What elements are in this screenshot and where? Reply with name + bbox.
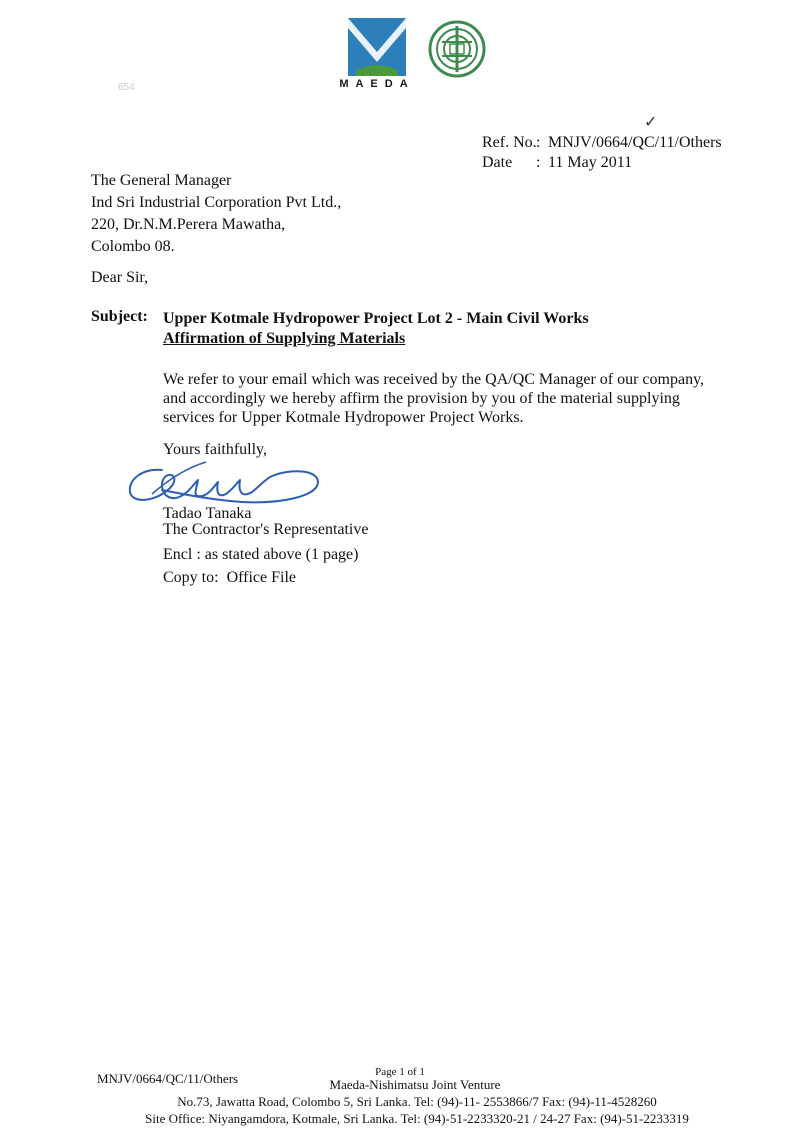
subject-label: Subject: — [91, 308, 148, 325]
copy-to-value: Office File — [226, 569, 297, 586]
subject-line-1: Upper Kotmale Hydropower Project Lot 2 - Main Civil Works — [163, 310, 589, 327]
subject-line-2: Affirmation of Supplying Materials — [163, 330, 406, 347]
salutation: Dear Sir, — [91, 269, 149, 286]
check-mark: ✓ — [644, 114, 658, 131]
recipient-line: 220, Dr.N.M.Perera Mawatha, — [91, 216, 286, 233]
date-value: 11 May 2011 — [548, 154, 633, 171]
footer-reference: MNJV/0664/QC/11/Others — [97, 1071, 239, 1086]
copy-to — [163, 568, 296, 587]
maeda-logo-text: MAEDA — [339, 78, 415, 90]
enclosure: Encl : as stated above (1 page) — [163, 546, 359, 563]
faint-page-mark: 654 — [118, 82, 135, 93]
reference-number — [482, 134, 722, 152]
recipient-line: Colombo 08. — [91, 238, 175, 255]
copy-to-label: Copy to: — [163, 569, 219, 586]
joint-venture-seal-logo — [428, 20, 486, 78]
recipient-line: Ind Sri Industrial Corporation Pvt Ltd., — [91, 194, 342, 211]
sign-off: Yours faithfully, — [163, 441, 268, 458]
signatory-title: The Contractor's Representative — [163, 521, 369, 538]
signatory-name: Tadao Tanaka — [163, 505, 252, 522]
date-label: Date — [482, 154, 513, 171]
ref-value: MNJV/0664/QC/11/Others — [548, 134, 722, 151]
subject-text — [163, 309, 589, 349]
ref-label: Ref. No. — [482, 134, 537, 151]
recipient-address — [91, 170, 341, 258]
footer-company: Maeda-Nishimatsu Joint Venture — [329, 1077, 501, 1092]
letter-date — [482, 154, 632, 172]
footer-address: No.73, Jawatta Road, Colombo 5, Sri Lanka. Tel: (94)-11- 2553866/7 Fax: (94)-11-4528260 — [177, 1094, 657, 1109]
recipient-line: The General Manager — [91, 172, 232, 189]
footer-page-number: Page 1 of 1 — [375, 1066, 425, 1078]
footer-site-office: Site Office: Niyangamdora, Kotmale, Sri Lanka. Tel: (94)-51-2233320-21 / 24-27 Fax: (94)-51-2233319 — [145, 1111, 689, 1126]
ref-separator: : — [536, 134, 541, 151]
date-separator: : — [536, 154, 541, 171]
body-paragraph: We refer to your email which was received by the QA/QC Manager of our company, and accordingly we hereby affirm the provision by you of the material supplying services for Upper Kotmale Hydropower Project Works. — [163, 371, 705, 426]
